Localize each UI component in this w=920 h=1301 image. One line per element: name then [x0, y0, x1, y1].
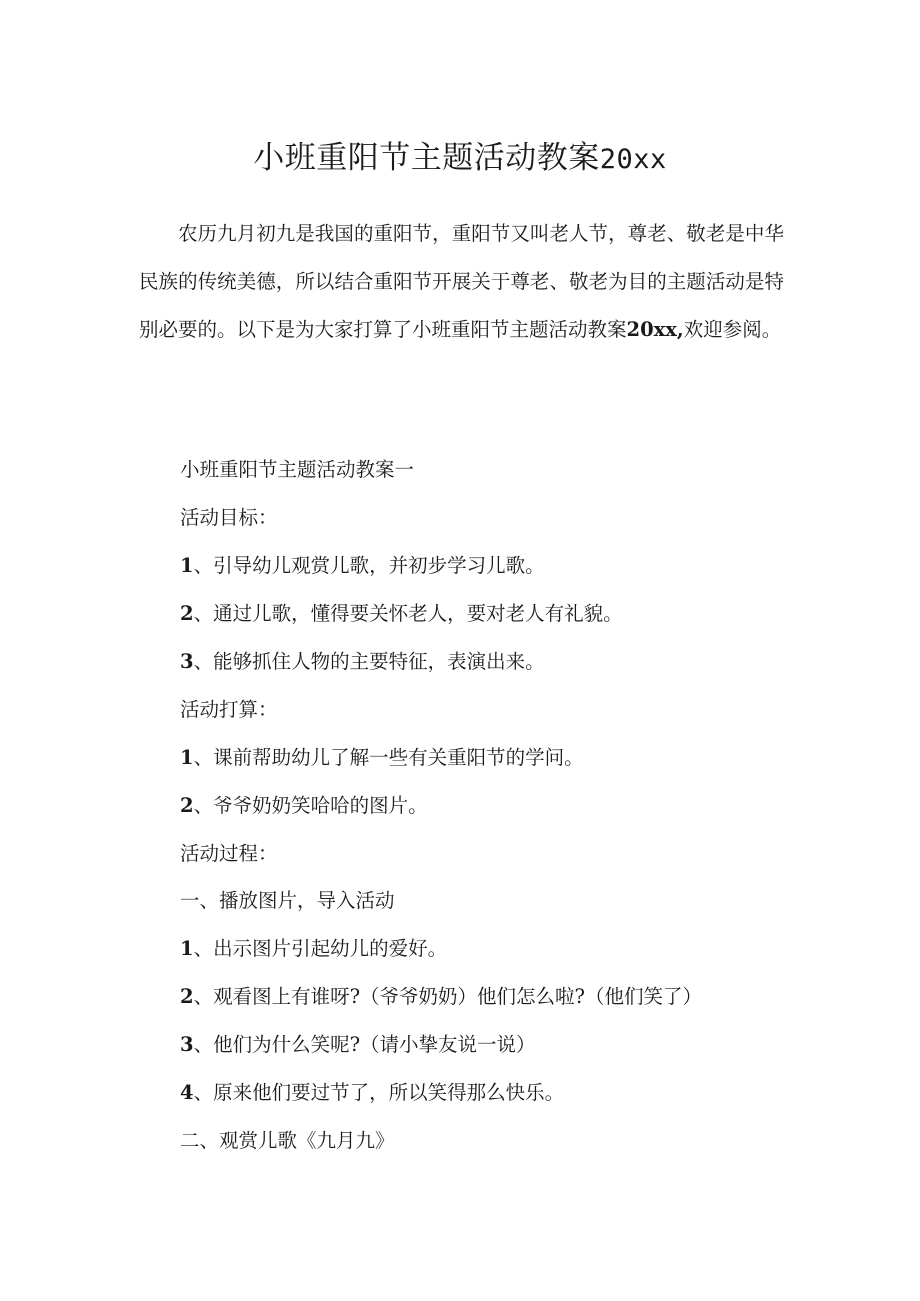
list-item	[180, 647, 545, 677]
item-number: 2	[180, 602, 194, 625]
line-text: 、课前帮助幼儿了解一些有关重阳节的学问。	[193, 746, 584, 769]
line-text: 、他们为什么笑呢?（请小挚友说一说）	[193, 1033, 536, 1056]
line-text: 小班重阳节主题活动教案一	[180, 458, 415, 481]
item-number: 3	[180, 1033, 194, 1056]
list-item	[180, 1078, 564, 1108]
item-number: 4	[180, 1081, 194, 1104]
line-text: 、爷爷奶奶笑哈哈的图片。	[193, 794, 428, 817]
step-heading	[180, 886, 395, 916]
line-text: 一、播放图片，导入活动	[180, 889, 395, 912]
line-text: 、原来他们要过节了，所以笑得那么快乐。	[193, 1081, 565, 1104]
list-item	[180, 934, 447, 964]
list-item	[180, 1030, 536, 1060]
line-text: 、引导幼儿观赏儿歌，并初步学习儿歌。	[193, 554, 545, 577]
item-number: 2	[180, 794, 194, 817]
intro-paragraph	[139, 210, 784, 354]
step-heading	[180, 1126, 395, 1156]
list-item	[180, 791, 428, 821]
section-heading	[180, 455, 414, 485]
line-text: 、出示图片引起幼儿的爱好。	[193, 937, 448, 960]
list-item	[180, 982, 702, 1012]
item-number: 1	[180, 554, 194, 577]
activity-prep-heading	[180, 695, 278, 725]
line-text: 活动打算：	[180, 698, 278, 721]
line-text: 二、观赏儿歌《九月九》	[180, 1129, 395, 1152]
item-number: 1	[180, 746, 194, 769]
line-text: 、观看图上有谁呀?（爷爷奶奶）他们怎么啦?（他们笑了）	[193, 985, 702, 1008]
item-number: 3	[180, 650, 194, 673]
title-year: 20xx	[599, 144, 667, 175]
line-text: 、能够抓住人物的主要特征，表演出来。	[193, 650, 545, 673]
activity-process-heading	[180, 839, 278, 869]
title-text: 小班重阳节主题活动教案	[253, 140, 600, 176]
intro-text-part1: 农历九月初九是我国的重阳节，重阳节又叫老人节，尊老、敬老是中华民族的传统美德，所以结合重阳节开展关于尊老、敬老为目的主题活动是特别必要的。以下是为大家打算了小班重阳节主题活动教案	[139, 222, 784, 341]
document-title	[0, 136, 920, 182]
activity-goals-heading	[180, 503, 278, 533]
list-item	[180, 743, 584, 773]
line-text: 活动过程：	[180, 842, 278, 865]
line-text: 、通过儿歌，懂得要关怀老人，要对老人有礼貌。	[193, 602, 623, 625]
intro-year: 20xx,	[626, 318, 684, 341]
line-text: 活动目标：	[180, 506, 278, 529]
item-number: 1	[180, 937, 194, 960]
intro-text-part2: 欢迎参阅。	[683, 318, 782, 341]
list-item	[180, 551, 545, 581]
list-item	[180, 599, 623, 629]
item-number: 2	[180, 985, 194, 1008]
